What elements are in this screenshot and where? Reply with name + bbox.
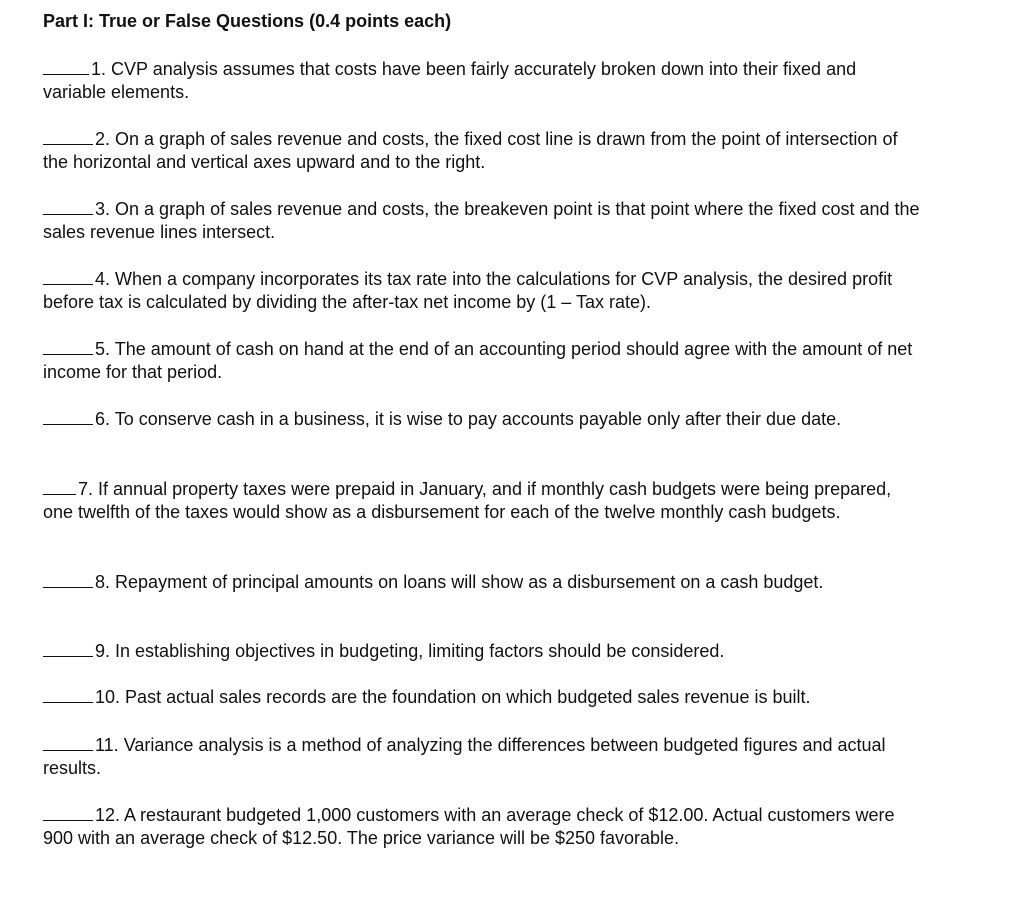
answer-blank[interactable] <box>43 59 89 75</box>
answer-blank[interactable] <box>43 735 93 751</box>
answer-blank[interactable] <box>43 572 93 588</box>
answer-blank[interactable] <box>43 199 93 215</box>
question-number: 10. <box>95 687 121 707</box>
question-3 <box>43 198 923 244</box>
question-text: Past actual sales records are the foundation on which budgeted sales revenue is built. <box>125 687 811 707</box>
question-4 <box>43 268 923 314</box>
question-number: 2. <box>95 129 111 149</box>
section-heading: Part I: True or False Questions (0.4 points each) <box>43 11 452 31</box>
question-number: 1. <box>91 59 107 79</box>
answer-blank[interactable] <box>43 409 93 425</box>
question-number: 12. <box>95 805 121 825</box>
question-text: CVP analysis assumes that costs have been fairly accurately broken down into their fixed and variable elements. <box>43 59 857 102</box>
question-text: In establishing objectives in budgeting, limiting factors should be considered. <box>115 641 725 661</box>
question-5 <box>43 338 923 384</box>
question-number: 3. <box>95 199 111 219</box>
answer-blank[interactable] <box>43 641 93 657</box>
question-number: 5. <box>95 339 111 359</box>
question-text: Repayment of principal amounts on loans will show as a disbursement on a cash budget. <box>115 572 824 592</box>
answer-blank[interactable] <box>43 687 93 703</box>
question-text: To conserve cash in a business, it is wise to pay accounts payable only after their due date. <box>114 409 842 429</box>
question-number: 7. <box>78 479 94 499</box>
question-number: 11. <box>95 735 119 755</box>
question-number: 8. <box>95 572 111 592</box>
question-number: 6. <box>95 409 111 429</box>
question-text: When a company incorporates its tax rate into the calculations for CVP analysis, the desired profit before tax is calculated by dividing the after-tax net income by (1 – Tax rate). <box>43 269 893 312</box>
question-11 <box>43 734 923 780</box>
question-1 <box>43 58 923 104</box>
question-text: On a graph of sales revenue and costs, the fixed cost line is drawn from the point of intersection of the horizontal and vertical axes upward and to the right. <box>43 129 898 172</box>
question-2 <box>43 128 923 174</box>
question-text: On a graph of sales revenue and costs, the breakeven point is that point where the fixed cost and the sales revenue lines intersect. <box>43 199 920 242</box>
question-12 <box>43 804 923 850</box>
question-text: If annual property taxes were prepaid in January, and if monthly cash budgets were being prepared, one twelfth of the taxes would show as a disbursement for each of the twelve monthly cash budgets. <box>43 479 892 522</box>
answer-blank[interactable] <box>43 339 93 355</box>
question-8 <box>43 571 923 594</box>
question-7 <box>43 478 923 524</box>
question-text: Variance analysis is a method of analyzing the differences between budgeted figures and actual results. <box>43 735 886 778</box>
answer-blank[interactable] <box>43 129 93 145</box>
question-number: 4. <box>95 269 111 289</box>
answer-blank[interactable] <box>43 269 93 285</box>
question-9 <box>43 640 923 663</box>
answer-blank[interactable] <box>43 805 93 821</box>
answer-blank[interactable] <box>43 479 76 495</box>
question-10 <box>43 686 923 709</box>
question-number: 9. <box>95 641 111 661</box>
question-text: The amount of cash on hand at the end of an accounting period should agree with the amount of net income for that period. <box>43 339 913 382</box>
question-6 <box>43 408 923 431</box>
question-text: A restaurant budgeted 1,000 customers with an average check of $12.00. Actual customers were 900 with an average check of $12.50. The price variance will be $250 favorable. <box>43 805 895 848</box>
